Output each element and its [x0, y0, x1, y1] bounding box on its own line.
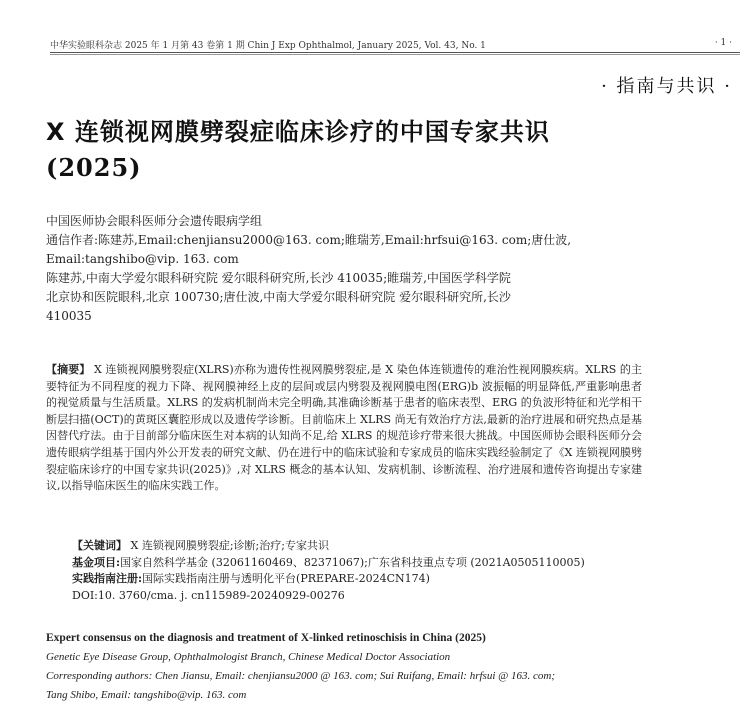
- abstract-text: X 连锁视网膜劈裂症(XLRS)亦称为遗传性视网膜劈裂症,是 X 染色体连锁遗传的难治性视网膜疾病。XLRS 的主要特征为不同程度的视力下降、视网膜神经上皮的层间或层内劈裂及视网膜电图(ERG)b 波振幅的明显降低,严重影响患者的视觉质量与生活质量。XLRS 的发病机制尚未完全明确,其准确诊断基于患者的临床表型、ERG 的负波形特征和光学相干断层扫描(OCT)的黄斑区囊腔形成以及遗传学诊断。目前临床上 XLRS 尚无有效治疗方法,最新的治疗进展和研究热点是基因替代疗法。由于目前部分临床医生对本病的认知尚不足,给 XLRS 的规范诊疗带来很大挑战。中国医师协会眼科医师分会遗传眼病学组基于国内外公开发表的研究文献、仍在进行中的临床试验和专家成员的临床实践经验制定了《X 连锁视网膜劈裂症临床诊疗的中国专家共识(2025)》,对 XLRS 概念的基本认知、发病机制、诊断流程、治疗进展和遗传咨询提出专家建议,以指导临床医生的临床实践工作。: [46, 363, 642, 493]
- section-label: · 指南与共识 ·: [601, 76, 732, 97]
- abstract-label: 【摘要】: [46, 363, 91, 376]
- author-group: 中国医师协会眼科医师分会遗传眼病学组: [46, 214, 263, 228]
- author-block: [46, 212, 696, 326]
- title-line-1: X 连锁视网膜劈裂症临床诊疗的中国专家共识: [46, 118, 550, 146]
- english-corr-line-1: Corresponding authors: Chen Jiansu, Email: chenjiansu2000 @ 163. com; Sui Ruifang, Email: hrfsui @ 163. com;: [46, 670, 555, 682]
- article-metadata: [72, 538, 712, 604]
- keywords-label: 【关键词】: [72, 539, 127, 552]
- journal-citation: 中华实验眼科杂志 2025 年 1 月第 43 卷第 1 期 Chin J Exp Ophthalmol, January 2025, Vol. 43, No. 1: [50, 41, 486, 51]
- funding-line: [72, 555, 712, 572]
- registry-line: [72, 571, 712, 588]
- registry-label: 实践指南注册:: [72, 572, 143, 586]
- header-rule: [50, 52, 740, 53]
- abstract: [46, 362, 642, 495]
- english-author-group: Genetic Eye Disease Group, Ophthalmologist Branch, Chinese Medical Doctor Association: [46, 651, 451, 663]
- affiliation-line-3: 410035: [46, 309, 92, 323]
- corresponding-authors-line-2: Email:tangshibo@vip. 163. com: [46, 252, 239, 266]
- funding-text: 国家自然科学基金 (32061160469、82371067);广东省科技重点专项 (2021A0505110005): [120, 555, 585, 569]
- registry-text: 国际实践指南注册与透明化平台(PREPARE-2024CN174): [142, 572, 430, 586]
- article-title: [46, 114, 706, 186]
- header-rule-thin: [50, 54, 740, 55]
- english-title: Expert consensus on the diagnosis and treatment of X-linked retinoschisis in China (2025): [46, 632, 486, 644]
- keywords-text: X 连锁视网膜劈裂症;诊断;治疗;专家共识: [127, 539, 329, 552]
- corresponding-authors-line-1: 通信作者:陈建苏,Email:chenjiansu2000@163. com;睢瑞芳,Email:hrfsui@163. com;唐仕波,: [46, 233, 572, 247]
- english-abstract-header: [46, 629, 726, 705]
- page-number: · 1 ·: [714, 38, 732, 48]
- doi-line: DOI:10. 3760/cma. j. cn115989-20240929-00276: [72, 588, 345, 602]
- english-corr-line-2: Tang Shibo, Email: tangshibo@vip. 163. com: [46, 689, 247, 701]
- running-head: [50, 38, 740, 52]
- affiliation-line-2: 北京协和医院眼科,北京 100730;唐仕波,中南大学爱尔眼科研究院 爱尔眼科研究所,长沙: [46, 290, 511, 304]
- funding-label: 基金项目:: [72, 555, 121, 569]
- affiliation-line-1: 陈建苏,中南大学爱尔眼科研究院 爱尔眼科研究所,长沙 410035;睢瑞芳,中国医学科学院: [46, 271, 511, 285]
- keywords-line: [72, 538, 712, 555]
- title-line-2: (2025): [46, 153, 142, 182]
